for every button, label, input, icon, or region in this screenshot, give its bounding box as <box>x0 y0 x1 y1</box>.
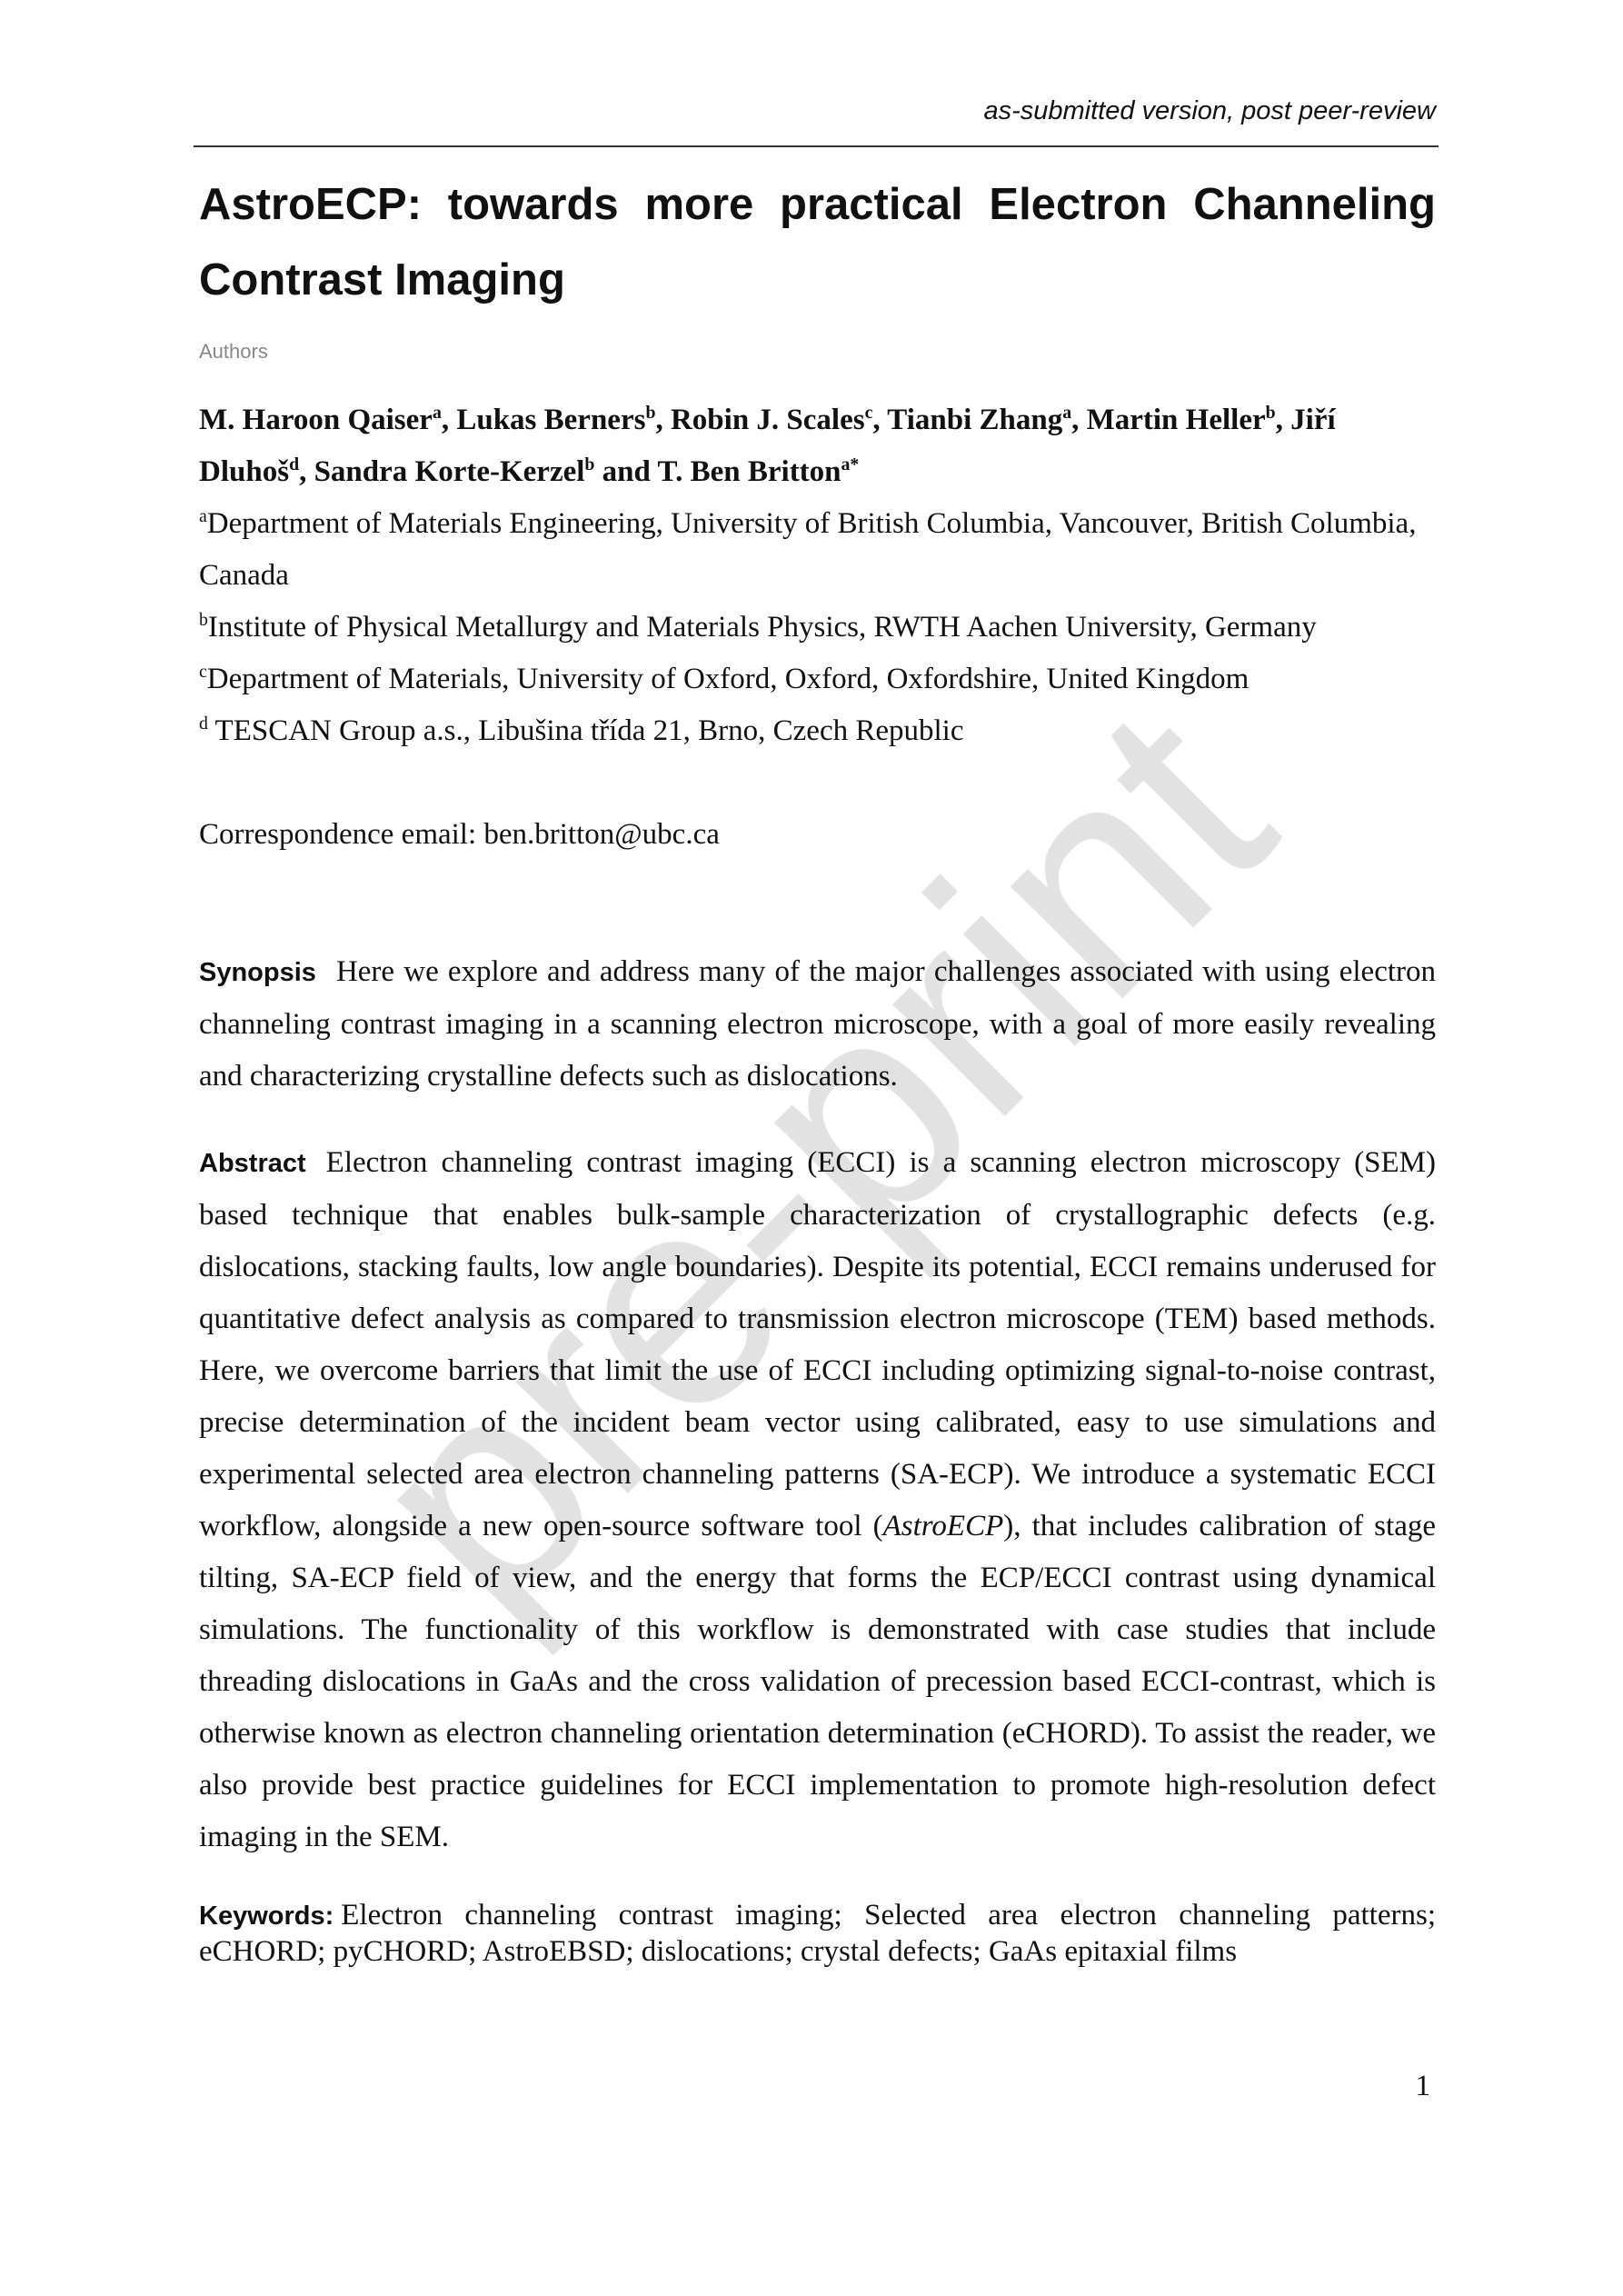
author-separator: , <box>1071 404 1087 436</box>
affiliation-text: Department of Materials Engineering, University of British Columbia, Vancouver, British Columbia, Canada <box>199 507 1417 592</box>
header-rule <box>194 145 1439 147</box>
correspondence-email: Correspondence email: ben.britton@ubc.ca <box>199 818 720 851</box>
author-separator: , <box>441 404 457 436</box>
synopsis-label: Synopsis <box>199 958 316 987</box>
author-name: Tianbi Zhang <box>887 404 1063 436</box>
page-number: 1 <box>1415 2070 1430 2102</box>
affiliation <box>199 705 1436 757</box>
author-separator: , <box>872 404 888 436</box>
author-affiliation-mark: a <box>1062 403 1072 423</box>
affiliation <box>199 498 1436 602</box>
author-name: Lukas Berners <box>456 404 646 436</box>
author-separator: , <box>299 455 314 488</box>
abstract-label: Abstract <box>199 1149 306 1178</box>
author-name: Jiří Dluhoš <box>199 404 1336 488</box>
author-list <box>199 394 1436 498</box>
affiliation <box>199 602 1436 654</box>
affiliation-text: Institute of Physical Metallurgy and Materials Physics, RWTH Aachen University, Germany <box>207 611 1317 644</box>
abstract <box>199 1137 1436 1863</box>
keywords-label: Keywords: <box>199 1902 334 1931</box>
authors-label: Authors <box>199 340 268 363</box>
author-affiliation-mark: b <box>645 403 656 423</box>
page-content <box>199 0 1436 2112</box>
keywords-text: Electron channeling contrast imaging; Selected area electron channeling patterns; eCHORD; pyCHORD; AstroEBSD; dislocations; crystal defects; GaAs epitaxial films <box>199 1899 1436 1968</box>
author-name: Martin Heller <box>1086 404 1266 436</box>
abstract-text-cont: ), that includes calibration of stage tilting, SA-ECP field of view, and the energy that forms the ECP/ECCI contrast using dynamical simulations. The functionality of this workflow is demonstrated with case studies that include threading dislocations in GaAs and the cross validation of precession based ECCI-contrast, which is otherwise known as electron channeling orientation determination (eCHORD). To assist the reader, we also provide best practice guidelines for ECCI implementation to promote high-resolution defect imaging in the SEM. <box>199 1510 1436 1853</box>
author-name: M. Haroon Qaiser <box>199 404 433 436</box>
author-affiliation-mark: d <box>289 454 300 474</box>
affiliation-mark: b <box>199 610 208 630</box>
affiliation-text: TESCAN Group a.s., Libušina třída 21, Brno, Czech Republic <box>207 714 964 747</box>
affiliation-mark: a <box>199 506 207 526</box>
affiliation-mark: d <box>199 714 208 734</box>
author-separator: , <box>655 404 671 436</box>
paper-title: AstroECP: towards more practical Electron Channeling Contrast Imaging <box>199 180 1436 304</box>
affiliation-list <box>199 498 1436 757</box>
keywords <box>199 1898 1436 1970</box>
affiliation <box>199 654 1436 705</box>
author-affiliation-mark: b <box>1265 403 1276 423</box>
synopsis <box>199 946 1436 1103</box>
author-affiliation-mark: a* <box>841 454 860 474</box>
abstract-software-name: AstroECP <box>882 1510 1004 1542</box>
author-name: Sandra Korte-Kerzel <box>314 455 585 488</box>
affiliation-mark: c <box>199 662 207 682</box>
running-head: as-submitted version, post peer-review <box>983 96 1436 125</box>
synopsis-text: Here we explore and address many of the major challenges associated with using electron channeling contrast imaging in a scanning electron microscope, with a goal of more easily revealing and characterizing crystalline defects such as dislocations. <box>199 955 1436 1093</box>
author-affiliation-mark: a <box>432 403 442 423</box>
author-name: T. Ben Britton <box>657 455 841 488</box>
author-name: Robin J. Scales <box>670 404 865 436</box>
author-separator: , <box>1275 404 1291 436</box>
abstract-text: Electron channeling contrast imaging (ECCI) is a scanning electron microscopy (SEM) based technique that enables bulk-sample characterization of crystallographic defects (e.g. dislocations, stacking faults, low angle boundaries). Despite its potential, ECCI remains underused for quantitative defect analysis as compared to transmission electron microscope (TEM) based methods. Here, we overcome barriers that limit the use of ECCI including optimizing signal-to-noise contrast, precise determination of the incident beam vector using calibrated, easy to use simulations and experimental selected area electron channeling patterns (SA-ECP). We introduce a systematic ECCI workflow, alongside a new open-source software tool ( <box>199 1146 1436 1542</box>
author-affiliation-mark: c <box>864 403 873 423</box>
author-separator: and <box>594 455 658 488</box>
author-affiliation-mark: b <box>584 454 595 474</box>
affiliation-text: Department of Materials, University of Oxford, Oxford, Oxfordshire, United Kingdom <box>206 663 1250 695</box>
